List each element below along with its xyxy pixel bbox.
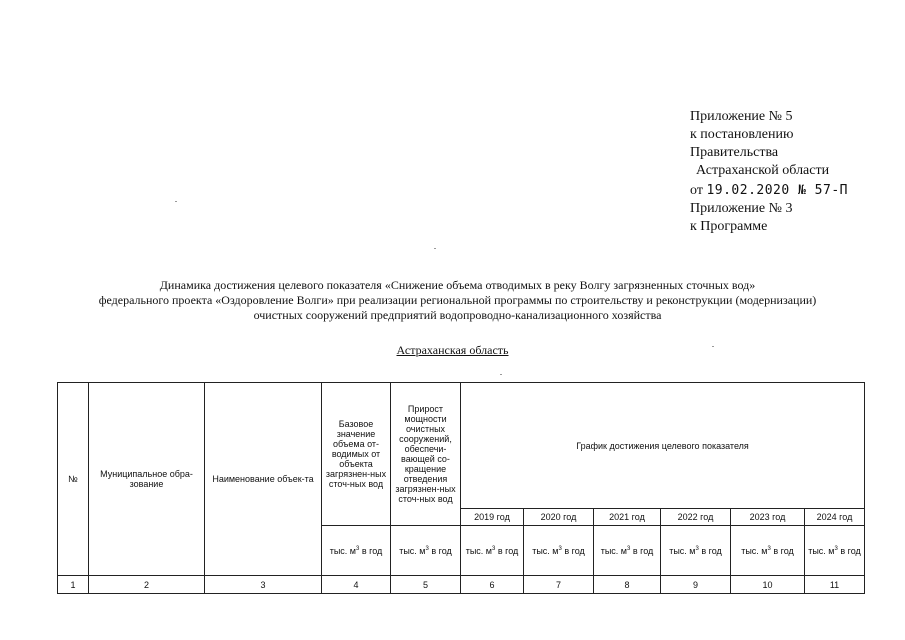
appendix-line: к постановлению	[690, 127, 794, 142]
appendix-line: Правительства	[690, 145, 779, 160]
column-number: 2	[89, 576, 205, 594]
appendix-line: к Программе	[690, 219, 768, 234]
year-cell: 2021 год	[594, 509, 661, 526]
column-number: 11	[805, 576, 865, 594]
table-column-numbers-row	[58, 576, 865, 594]
column-number: 8	[594, 576, 661, 594]
title-line: Динамика достижения целевого показателя «Снижение объема отводимых в реку Волгу загрязненных сточных вод»	[159, 278, 756, 292]
header-base-value: Базовое значение объема от-водимых от объекта загрязнен-ных сточ-ных вод	[322, 383, 391, 526]
year-cell: 2020 год	[524, 509, 594, 526]
year-cell: 2023 год	[731, 509, 805, 526]
year-cell: 2019 год	[461, 509, 524, 526]
header-capacity-increase: Прирост мощности очистных сооружений, обеспечи-вающей со-кращение отведения загрязнен-ных сточ-ных вод	[391, 383, 461, 526]
scan-speck	[175, 201, 177, 202]
unit-cell: тыс. $м^3$ в год	[594, 526, 661, 576]
date-prefix: от	[690, 183, 703, 198]
unit-cell: тыс. $м^3$ в год	[661, 526, 731, 576]
header-schedule: График достижения целевого показателя	[461, 383, 865, 509]
title-line: федерального проекта «Оздоровление Волги» при реализации региональной программы по строительству и реконструкции (модернизации)	[98, 293, 817, 307]
column-number: 9	[661, 576, 731, 594]
header-number: №	[58, 383, 89, 576]
date-value: 19.02.2020 № 57-П	[706, 183, 848, 198]
appendix-line: Приложение № 5	[690, 109, 793, 124]
scan-speck	[500, 374, 502, 375]
column-number: 5	[391, 576, 461, 594]
unit-cell: тыс. $м^3$ в год	[322, 526, 391, 576]
header-municipality: Муниципальное обра-зование	[89, 383, 205, 576]
region-name: Астраханская область	[396, 343, 509, 357]
unit-cell: тыс. $м^3$ в год	[391, 526, 461, 576]
year-cell: 2022 год	[661, 509, 731, 526]
unit-cell: тыс. $м^3$ в год	[524, 526, 594, 576]
document-title	[40, 278, 875, 323]
unit-cell: тыс. $м^3$ в год	[731, 526, 805, 576]
appendix-date-line	[690, 182, 848, 200]
appendix-line: Приложение № 3	[690, 201, 793, 216]
column-number: 1	[58, 576, 89, 594]
column-number: 6	[461, 576, 524, 594]
header-object-name: Наименование объек-та	[205, 383, 322, 576]
table-header-row	[58, 383, 865, 509]
appendix-line: Астраханской области	[696, 163, 830, 178]
unit-cell: тыс. $м^3$ в год	[461, 526, 524, 576]
scan-speck	[712, 346, 714, 347]
unit-cell: тыс. $м^3$ в год	[805, 526, 865, 576]
appendix-block	[690, 108, 848, 236]
indicator-table	[57, 382, 865, 594]
column-number: 4	[322, 576, 391, 594]
title-line: очистных сооружений предприятий водопроводно-канализационного хозяйства	[253, 308, 662, 322]
column-number: 10	[731, 576, 805, 594]
column-number: 7	[524, 576, 594, 594]
year-cell: 2024 год	[805, 509, 865, 526]
column-number: 3	[205, 576, 322, 594]
scan-speck	[434, 248, 436, 249]
